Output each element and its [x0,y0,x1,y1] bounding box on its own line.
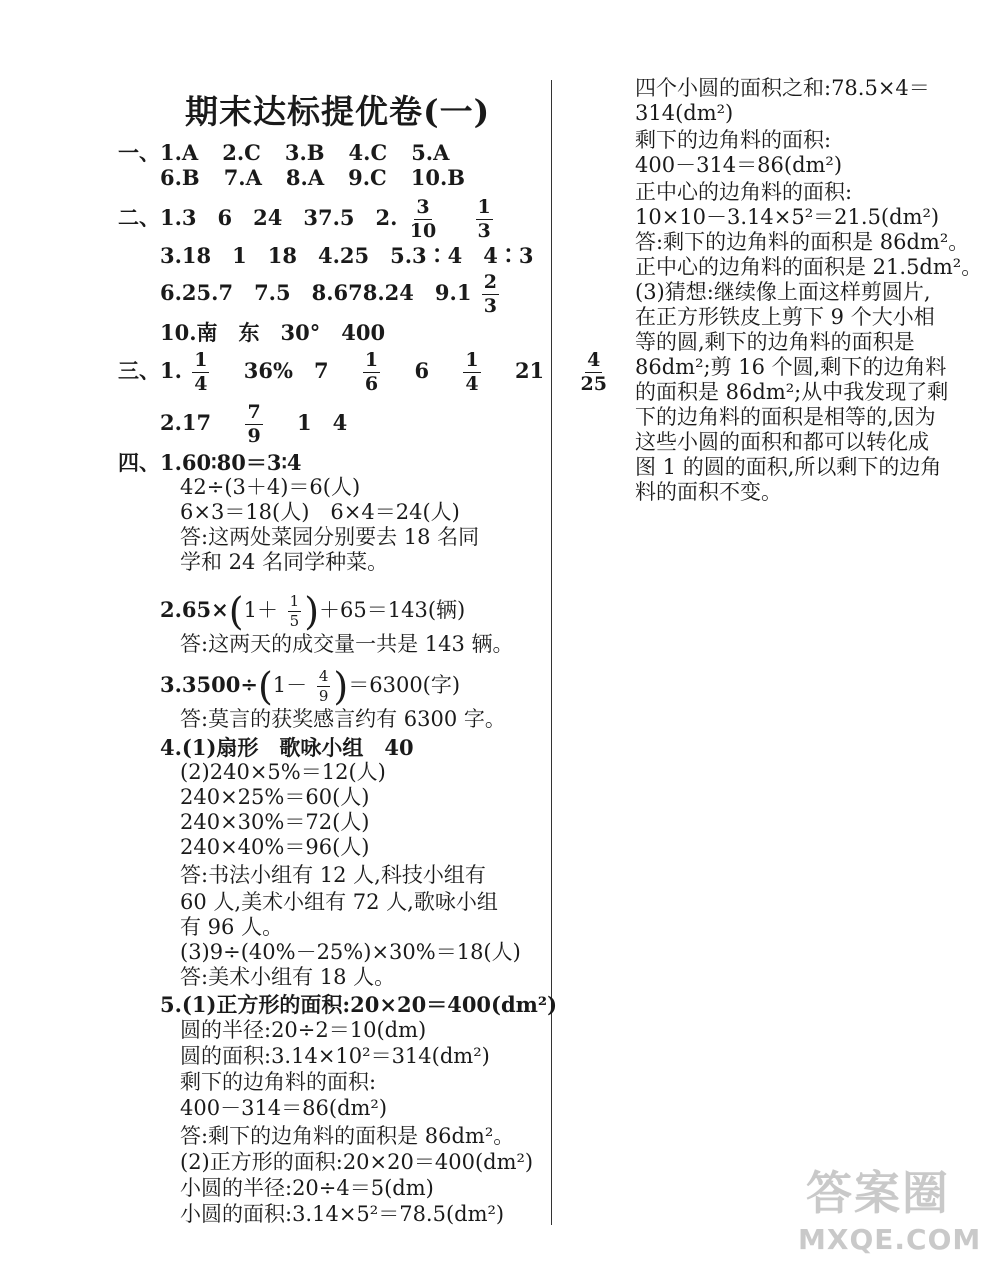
q5-line: 圆的面积:3.14×10²＝314(dm²) [180,1044,490,1068]
right-line: 正中心的边角料的面积: [635,180,853,204]
answer-text: 3.3500÷ [160,672,258,697]
fraction [288,594,302,629]
watermark-url: MXQE.COM [798,1223,982,1256]
right-line: 剩下的边角料的面积: [635,128,832,152]
q4-line: (2)240×5%＝12(人) [180,760,386,784]
right-line: 答:剩下的边角料的面积是 86dm²。 [635,230,970,254]
fraction [476,198,493,241]
numerator: 1 [289,592,300,610]
watermark-logo [796,1157,986,1267]
q2-equation: 2.65×(1＋ $\frac{1}{5}$ )＋65＝143(辆) [160,589,466,634]
denominator: 5 [289,612,300,630]
fraction [578,351,608,394]
denominator: 6 [364,373,379,395]
section-1-row2 [160,165,465,190]
q5-line: 答:剩下的边角料的面积是 86dm²。 [180,1124,515,1148]
denominator: 3 [483,295,497,317]
numerator: 4 [318,667,329,685]
fraction [408,198,438,241]
answer-text: 6.25.7 7.5 8.678.24 9.1 [160,280,472,305]
numerator: 2 [483,271,497,293]
answer-text: 1. [160,358,182,383]
answer-text: 1＋ [243,598,278,622]
section-1 [118,140,449,165]
q3-equation: 3.3500÷(1－ $\frac{4}{9}$ )＝6300(字) [160,664,461,709]
numerator: 1 [477,196,491,218]
answer: 10.B [410,165,466,190]
answer: 8.A [285,165,325,190]
denominator: 9 [318,687,329,705]
section-2-line2: 3.18 1 18 4.25 5.3∶4 4∶3 [160,243,534,268]
q4-line: 240×30%＝72(人) [180,810,370,834]
section-3-line1 [118,348,612,394]
section-4-label: 四、 [118,450,160,475]
right-line: 314(dm²) [635,101,734,125]
answer-text: 1－ [272,673,308,697]
answer-text: ＋65＝143(辆) [319,598,466,622]
q1-line: 答:这两处菜园分别要去 18 名同 [180,525,480,549]
right-line: (3)猜想:继续像上面这样剪圆片, [635,280,931,304]
numerator: 1 [364,349,379,371]
q5-line: 小圆的面积:3.14×5²＝78.5(dm²) [180,1202,505,1226]
numerator: 4 [587,349,601,371]
section-2-line1 [118,195,496,241]
denominator: 25 [580,373,607,395]
q2-answer: 答:这两天的成交量一共是 143 辆。 [180,632,514,656]
numerator: 1 [194,349,208,371]
answer-text: 2.65× [160,597,229,622]
answer: 2.C [222,140,261,165]
q4-line: 60 人,美术小组有 72 人,歌咏小组 [180,890,498,914]
answer-text: 2.17 [160,410,212,435]
numerator: 1 [465,349,479,371]
fraction [463,351,480,394]
q5-line: 400－314＝86(dm²) [180,1096,388,1120]
column-divider [551,80,552,1225]
denominator: 9 [247,425,261,447]
q4-line: 240×25%＝60(人) [180,785,370,809]
right-line: 等的圆,剩下的边角料的面积是 [635,330,915,354]
fraction [192,351,209,394]
q4-line: 有 96 人。 [180,915,284,939]
right-line: 400－314＝86(dm²) [635,153,843,177]
section-2-line4: 10.南 东 30° 400 [160,320,386,345]
answer: 5.A [411,140,450,165]
answer-text: 1.3 6 24 37.5 2. [160,205,398,230]
right-line: 10×10－3.14×5²＝21.5(dm²) [635,205,940,229]
q5-line: 小圆的半径:20÷4＝5(dm) [180,1176,434,1200]
section-3-line2 [160,400,347,446]
fraction [245,403,262,446]
right-line: 正中心的边角料的面积是 21.5dm²。 [635,255,983,279]
answer-text: 36% 7 [243,358,329,383]
answer: 9.C [348,165,387,190]
q4-line: 答:美术小组有 18 人。 [180,965,396,989]
q3-answer: 答:莫言的获奖感言约有 6300 字。 [180,707,506,731]
q4-line: 4.(1)扇形 歌咏小组 40 [160,735,414,760]
q4-line: (3)9÷(40%－25%)×30%＝18(人) [180,940,521,964]
right-line: 这些小圆的面积和都可以转化成 [635,430,929,454]
numerator: 3 [416,196,430,218]
q1-line: 42÷(3＋4)＝6(人) [180,475,361,499]
right-line: 下的边角料的面积是相等的,因为 [635,405,936,429]
right-line: 图 1 的圆的面积,所以剩下的边角 [635,455,942,479]
right-line: 料的面积不变。 [635,480,782,504]
section-2-label: 二、 [118,205,160,230]
section-1-label: 一、 [118,140,160,165]
fraction [317,669,331,704]
answer-text: 1 4 [297,410,348,435]
q4-line: 240×40%＝96(人) [180,835,370,859]
right-line: 在正方形铁皮上剪下 9 个大小相 [635,305,935,329]
fraction [482,273,499,316]
right-line: 86dm²;剪 16 个圆,剩下的边角料 [635,355,947,379]
q1-line: 6×3＝18(人) 6×4＝24(人) [180,500,460,524]
answer: 6.B [160,165,200,190]
q5-line: 圆的半径:20÷2＝10(dm) [180,1018,427,1042]
answer: 3.B [284,140,325,165]
q5-line: 剩下的边角料的面积: [180,1070,377,1094]
q5-line: (2)正方形的面积:20×20＝400(dm²) [180,1150,534,1174]
q1-line: 学和 24 名同学种菜。 [180,550,389,574]
fraction [363,351,380,394]
watermark-text: 答案圈 [806,1166,950,1220]
q5-line: 5.(1)正方形的面积:20×20＝400(dm²) [160,992,558,1017]
answer-text: 21 [514,358,545,383]
denominator: 10 [409,220,437,242]
section-3-label: 三、 [118,358,160,383]
denominator: 4 [194,373,208,395]
right-line: 四个小圆的面积之和:78.5×4＝ [635,76,930,100]
answer-text: ＝6300(字) [348,673,461,697]
numerator: 7 [247,401,261,423]
denominator: 3 [477,220,491,242]
right-line: 的面积是 86dm²;从中我发现了剩 [635,380,949,404]
answer: 4.C [348,140,388,165]
denominator: 4 [465,373,479,395]
q1-line: 1.60∶80＝3∶4 [160,450,302,475]
answer: 7.A [223,165,262,190]
q4-line: 答:书法小组有 12 人,科技小组有 [180,863,486,887]
page-title: 期末达标提优卷(一) [185,92,491,131]
answer: 1.A [160,140,199,165]
answer-text: 6 [414,358,430,383]
section-2-line3 [160,270,502,316]
